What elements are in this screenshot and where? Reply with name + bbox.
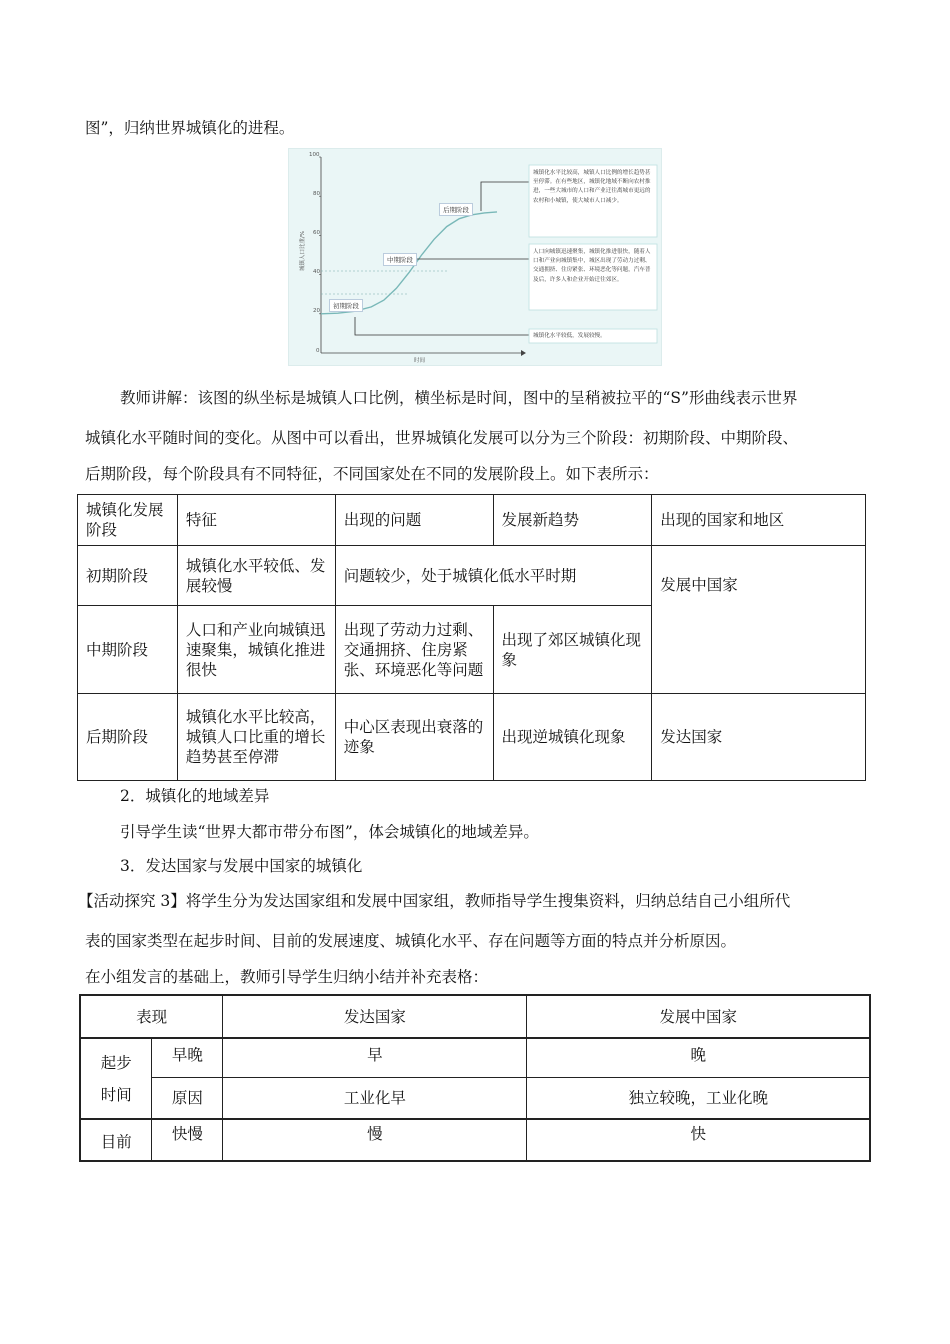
developing-cell: 快 bbox=[527, 1119, 870, 1161]
stage-cell: 后期阶段 bbox=[78, 694, 178, 781]
lecture-line-2: 城镇化水平随时间的变化。从图中可以看出，世界城镇化发展可以分为三个阶段：初期阶段、中期阶段、 bbox=[85, 429, 799, 447]
comparison-table bbox=[79, 994, 871, 1162]
table-row bbox=[80, 1119, 870, 1161]
lecture-line-1: 教师讲解：该图的纵坐标是城镇人口比例，横坐标是时间，图中的呈稍被拉平的“S”形曲线表示世界 bbox=[120, 389, 798, 407]
table-row bbox=[78, 546, 866, 606]
trend-cell: 出现了郊区城镇化现象 bbox=[493, 606, 652, 694]
y-tick-80: 80 bbox=[313, 191, 320, 197]
feature-cell: 城镇化水平较低、发展较慢 bbox=[177, 546, 335, 606]
urbanization-stage-table bbox=[77, 494, 866, 781]
sub-aspect-cell: 早晚 bbox=[152, 1038, 223, 1077]
developed-cell: 早 bbox=[223, 1038, 527, 1077]
section-2-text: 引导学生读“世界大都市带分布图”，体会城镇化的地域差异。 bbox=[120, 823, 539, 841]
header-aspect: 表现 bbox=[80, 995, 223, 1038]
region-developing-cell: 发展中国家 bbox=[652, 546, 866, 694]
y-axis-label: 城镇人口比重/% bbox=[300, 230, 306, 271]
problem-cell: 出现了劳动力过剩、交通拥挤、住房紧张、环境恶化等问题 bbox=[335, 606, 493, 694]
sub-aspect-cell: 快慢 bbox=[152, 1119, 223, 1161]
header-feature: 特征 bbox=[177, 495, 335, 546]
connector-early bbox=[355, 317, 529, 335]
developed-cell: 工业化早 bbox=[223, 1077, 527, 1119]
problem-cell: 问题较少，处于城镇化低水平时期 bbox=[335, 546, 652, 606]
section-3-title: 3．发达国家与发展中国家的城镇化 bbox=[120, 857, 363, 875]
header-trend: 发展新趋势 bbox=[493, 495, 652, 546]
table-row bbox=[78, 694, 866, 781]
activity-line-1: 【活动探究 3】将学生分为发达国家组和发展中国家组，教师指导学生搜集资料，归纳总结自己小组所代 bbox=[78, 892, 791, 910]
developing-cell: 晚 bbox=[527, 1038, 870, 1077]
header-problem: 出现的问题 bbox=[335, 495, 493, 546]
section-2-title: 2．城镇化的地域差异 bbox=[120, 787, 270, 805]
developing-cell: 独立较晚，工业化晚 bbox=[527, 1077, 870, 1119]
current-group: 目前 bbox=[80, 1119, 152, 1161]
header-stage: 城镇化发展阶段 bbox=[78, 495, 178, 546]
region-developed-cell: 发达国家 bbox=[652, 694, 866, 781]
feature-cell: 城镇化水平比较高，城镇人口比重的增长趋势甚至停滞 bbox=[177, 694, 335, 781]
lecture-line-3: 后期阶段，每个阶段具有不同特征，不同国家处在不同的发展阶段上。如下表所示： bbox=[85, 465, 659, 483]
sub-aspect-cell: 原因 bbox=[152, 1077, 223, 1119]
table-header-row bbox=[78, 495, 866, 546]
header-developing: 发展中国家 bbox=[527, 995, 870, 1038]
note-middle: 人口向城镇迅速聚集，城镇化推进很快，随着人口和产业向城镇集中，城区出现了劳动力过剩、交通拥挤、住房紧张、环境恶化等问题，汽车普及后，许多人和企业开始迁往郊区。 bbox=[533, 249, 651, 283]
y-tick-100: 100 bbox=[309, 152, 320, 158]
y-tick-40: 40 bbox=[313, 269, 320, 275]
urbanization-s-curve-figure bbox=[288, 148, 662, 366]
stage-label-late: 后期阶段 bbox=[439, 203, 473, 216]
intro-text-end: 图”，归纳世界城镇化的进程。 bbox=[85, 119, 295, 137]
stage-cell: 中期阶段 bbox=[78, 606, 178, 694]
developed-cell: 慢 bbox=[223, 1119, 527, 1161]
stage-label-early: 初期阶段 bbox=[329, 299, 363, 312]
stage-cell: 初期阶段 bbox=[78, 546, 178, 606]
start-time-group: 起步时间 bbox=[80, 1038, 152, 1119]
note-late: 城镇化水平比较高，城镇人口比例的增长趋势甚至停滞。在有些地区，城镇化地域不断向农村推进，一些大城市的人口和产业迁往离城市更远的农村和小城镇，使大城市人口减少。 bbox=[533, 170, 651, 204]
y-tick-20: 20 bbox=[313, 308, 320, 314]
activity-line-2: 表的国家类型在起步时间、目前的发展速度、城镇化水平、存在问题等方面的特点并分析原因。 bbox=[85, 932, 737, 950]
y-tick-60: 60 bbox=[313, 230, 320, 236]
header-developed: 发达国家 bbox=[223, 995, 527, 1038]
stage-label-middle: 中期阶段 bbox=[383, 253, 417, 266]
problem-cell: 中心区表现出衰落的迹象 bbox=[335, 694, 493, 781]
table-row bbox=[80, 1077, 870, 1119]
x-axis-arrow bbox=[521, 350, 526, 356]
comparison-header-row bbox=[80, 995, 870, 1038]
note-early: 城镇化水平较低，发展较慢。 bbox=[533, 333, 606, 339]
y-tick-0: 0 bbox=[316, 348, 320, 354]
connector-late bbox=[481, 182, 529, 211]
x-axis-label: 时间 bbox=[414, 358, 426, 364]
trend-cell: 出现逆城镇化现象 bbox=[493, 694, 652, 781]
table-row bbox=[80, 1038, 870, 1077]
feature-cell: 人口和产业向城镇迅速聚集，城镇化推进很快 bbox=[177, 606, 335, 694]
summary-intro: 在小组发言的基础上，教师引导学生归纳小结并补充表格： bbox=[85, 968, 489, 986]
header-region: 出现的国家和地区 bbox=[652, 495, 866, 546]
